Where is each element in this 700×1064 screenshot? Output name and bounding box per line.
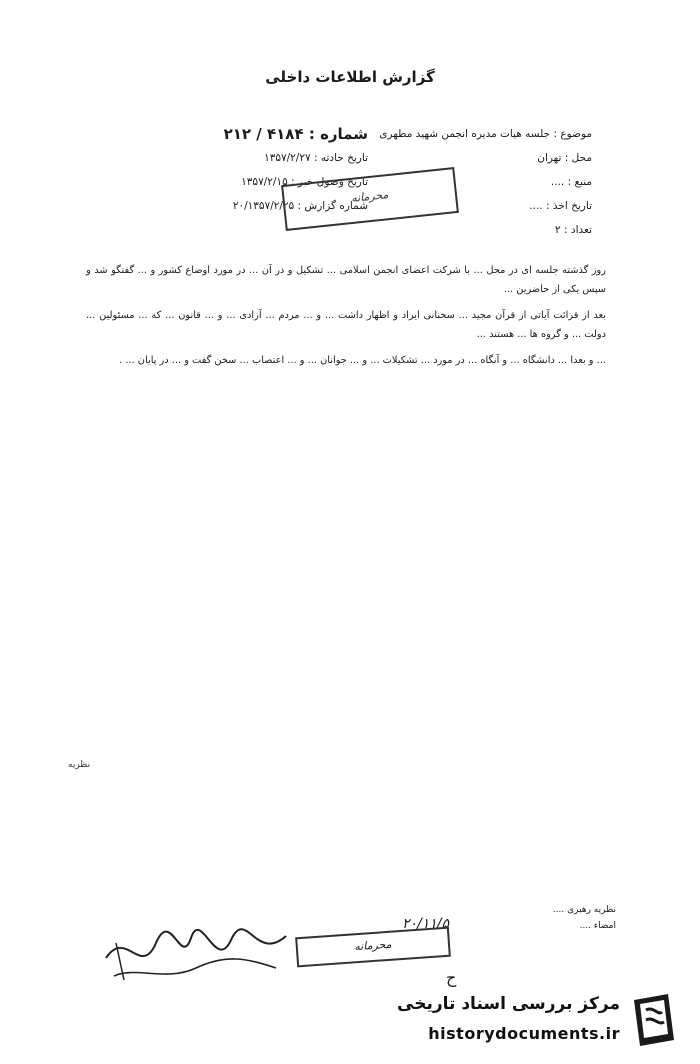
header-subject: موضوع : جلسه هیات مدیره انجمن شهید مطهری <box>379 128 592 140</box>
handwritten-initial: ح <box>446 968 457 987</box>
report-received-date: تاریخ وصول خبر : ۱۳۵۷/۲/۱۵ <box>241 176 368 188</box>
header-source: منبع : .... <box>550 176 592 188</box>
header-date-received: تاریخ اخذ : .... <box>529 200 592 212</box>
header-count: تعداد : ۲ <box>555 224 592 236</box>
bottom-stamp: محرمانه <box>295 927 451 968</box>
margin-note: نظریه <box>68 760 91 770</box>
paragraph-3: ... و بعدا ... دانشگاه ... و آنگاه ... در مورد ... تشکیلات ... و ... جوانان ... و ... اعتصاب ... سخن گفت و ... در پایان ... . <box>119 355 606 367</box>
document-number: شماره : ۴۱۸۴ / ۲۱۲ <box>223 125 368 143</box>
document-title: گزارش اطلاعات داخلی <box>265 68 435 86</box>
incident-date: تاریخ حادثه : ۱۳۵۷/۲/۲۷ <box>264 152 368 164</box>
confidential-stamp: محرمانه <box>281 167 459 231</box>
report-body <box>86 262 606 379</box>
bottom-right-note: نظریه رهبری .... امضاء .... <box>552 905 616 931</box>
handwritten-date: ۲۰/۱۱/۵ <box>402 916 450 932</box>
watermark <box>386 986 686 1056</box>
handwritten-signature <box>96 918 296 988</box>
paragraph-1: روز گذشته جلسه ای در محل ... با شرکت اعضای انجمن اسلامی ... تشکیل و در آن ... در مورد اوضاع کشور و ... گفتگو شد و سپس یکی از حاضرین ... <box>86 265 606 295</box>
header-place: محل : تهران <box>537 152 592 164</box>
watermark-url: historydocuments.ir <box>428 1024 620 1043</box>
report-number: شماره گزارش : ۲۰/۱۳۵۷/۲/۲۵ <box>232 200 368 212</box>
watermark-title: مرکز بررسی اسناد تاریخی <box>397 994 620 1014</box>
archive-logo-icon <box>628 990 680 1050</box>
paragraph-2: بعد از قرائت آیاتی از قرآن مجید ... سخنانی ایراد و اظهار داشت ... و ... مردم ... آزادی ... و ... قانون ... که ... مسئولین ... دولت ... و گروه ها ... هستند ... <box>86 310 606 340</box>
